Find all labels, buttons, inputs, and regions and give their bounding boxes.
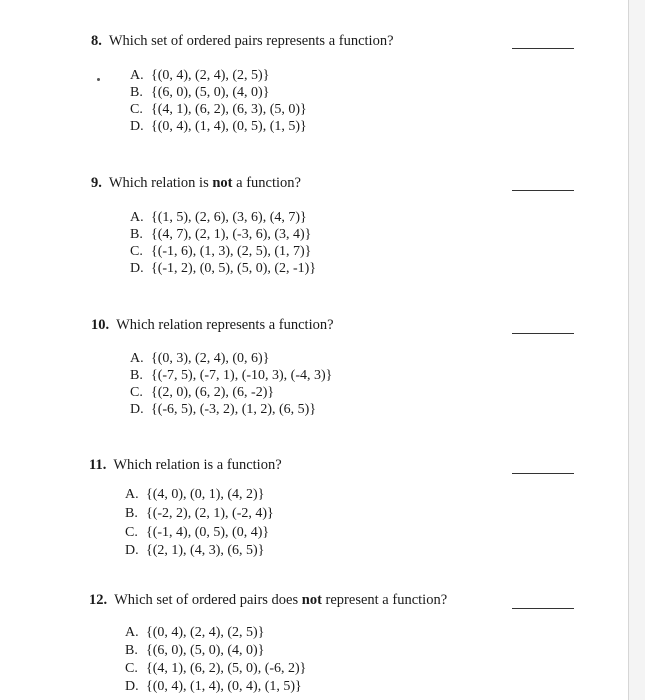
- choice-letter: B.: [125, 643, 138, 658]
- choice-letter: C.: [130, 102, 143, 117]
- choice-letter: D.: [130, 261, 144, 276]
- choice-text: {(-7, 5), (-7, 1), (-10, 3), (-4, 3)}: [151, 368, 333, 383]
- choice-d: [130, 260, 316, 278]
- choice-text: {(0, 4), (2, 4), (2, 5)}: [146, 625, 265, 640]
- choice-text: {(4, 0), (0, 1), (4, 2)}: [146, 487, 265, 502]
- choice-c: [125, 660, 306, 678]
- choice-text: {(-6, 5), (-3, 2), (1, 2), (6, 5)}: [151, 402, 317, 417]
- answer-blank[interactable]: [512, 333, 574, 334]
- choice-text: {(4, 1), (6, 2), (6, 3), (5, 0)}: [151, 102, 307, 117]
- choice-b: [125, 642, 264, 660]
- choice-text: {(-1, 6), (1, 3), (2, 5), (1, 7)}: [151, 244, 312, 259]
- question-prompt: [91, 173, 301, 193]
- question-text-end: represent a function?: [321, 592, 448, 608]
- question-number: 12.: [89, 592, 108, 608]
- choice-letter: B.: [130, 227, 143, 242]
- choice-text: {(-1, 4), (0, 5), (0, 4)}: [146, 525, 270, 540]
- question-number: 10.: [91, 317, 110, 333]
- choice-b: [130, 367, 332, 385]
- choice-letter: B.: [130, 85, 143, 100]
- choice-text: {(2, 1), (4, 3), (6, 5)}: [146, 543, 265, 558]
- choice-d: [125, 678, 302, 696]
- choice-a: [130, 209, 307, 227]
- choice-letter: D.: [130, 402, 144, 417]
- choice-text: {(0, 4), (1, 4), (0, 5), (1, 5)}: [151, 119, 307, 134]
- question-text: Which relation is a function?: [113, 457, 282, 473]
- choice-a: [125, 624, 264, 642]
- choice-text: {(0, 4), (1, 4), (0, 4), (1, 5)}: [146, 679, 302, 694]
- question-text: Which set of ordered pairs does: [114, 592, 302, 608]
- choice-letter: B.: [130, 368, 143, 383]
- choice-text: {(6, 0), (5, 0), (4, 0)}: [151, 85, 270, 100]
- choice-text: {(4, 1), (6, 2), (5, 0), (-6, 2)}: [146, 661, 307, 676]
- choice-letter: B.: [125, 506, 138, 521]
- question-number: 8.: [91, 33, 102, 49]
- choice-text: {(-1, 2), (0, 5), (5, 0), (2, -1)}: [151, 261, 317, 276]
- choice-text: {(0, 3), (2, 4), (0, 6)}: [151, 351, 270, 366]
- answer-blank[interactable]: [512, 608, 574, 609]
- choice-letter: C.: [130, 385, 143, 400]
- choice-letter: D.: [125, 679, 139, 694]
- choice-letter: A.: [125, 487, 139, 502]
- choice-letter: C.: [125, 525, 138, 540]
- stray-mark: [97, 78, 100, 81]
- choice-letter: D.: [125, 543, 139, 558]
- choice-text: {(4, 7), (2, 1), (-3, 6), (3, 4)}: [151, 227, 312, 242]
- choice-d: [130, 118, 307, 136]
- choice-letter: A.: [130, 351, 144, 366]
- choice-a: [130, 350, 269, 368]
- choice-letter: A.: [130, 68, 144, 83]
- choice-letter: A.: [130, 210, 144, 225]
- question-prompt: [89, 590, 447, 610]
- question-text: Which relation is: [108, 175, 213, 191]
- choice-text: {(2, 0), (6, 2), (6, -2)}: [151, 385, 275, 400]
- question-emphasis: not: [301, 592, 322, 608]
- choice-letter: C.: [125, 661, 138, 676]
- choice-c: [125, 524, 269, 542]
- choice-text: {(6, 0), (5, 0), (4, 0)}: [146, 643, 265, 658]
- choice-b: [130, 84, 269, 102]
- question-number: 9.: [91, 175, 102, 191]
- answer-blank[interactable]: [512, 48, 574, 49]
- choice-c: [130, 101, 307, 119]
- question-text: Which relation represents a function?: [116, 317, 334, 333]
- answer-blank[interactable]: [512, 473, 574, 474]
- question-text: Which set of ordered pairs represents a function?: [108, 33, 394, 49]
- question-text-end: a function?: [232, 175, 301, 191]
- choice-letter: C.: [130, 244, 143, 259]
- choice-a: [125, 486, 264, 504]
- question-prompt: [89, 455, 282, 475]
- choice-text: {(0, 4), (2, 4), (2, 5)}: [151, 68, 270, 83]
- choice-c: [130, 243, 311, 261]
- page-edge: [628, 0, 645, 700]
- choice-c: [130, 384, 274, 402]
- question-prompt: [91, 315, 334, 335]
- choice-text: {(-2, 2), (2, 1), (-2, 4)}: [146, 506, 274, 521]
- question-number: 11.: [89, 457, 107, 473]
- choice-b: [125, 505, 274, 523]
- choice-a: [130, 67, 269, 85]
- choice-b: [130, 226, 311, 244]
- choice-letter: D.: [130, 119, 144, 134]
- choice-text: {(1, 5), (2, 6), (3, 6), (4, 7)}: [151, 210, 307, 225]
- choice-letter: A.: [125, 625, 139, 640]
- choice-d: [130, 401, 316, 419]
- answer-blank[interactable]: [512, 190, 574, 191]
- choice-d: [125, 542, 264, 560]
- question-emphasis: not: [212, 175, 233, 191]
- question-prompt: [91, 31, 394, 51]
